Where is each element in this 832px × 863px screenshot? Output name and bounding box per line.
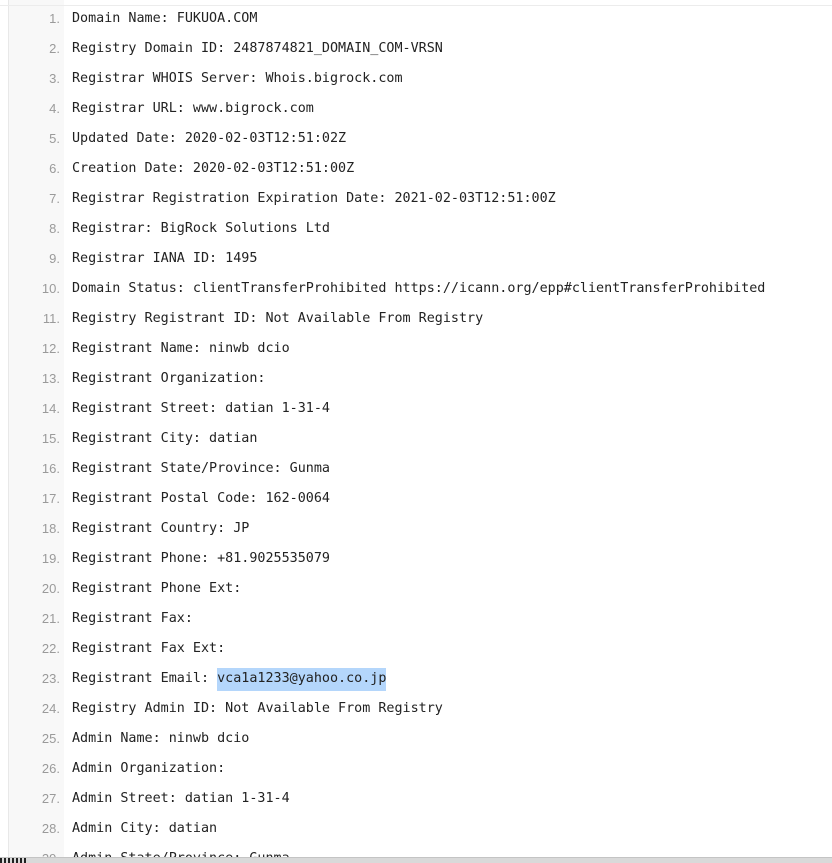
text-line[interactable]: [0, 514, 832, 544]
line-number: 20.: [41, 581, 60, 596]
text-line[interactable]: [0, 244, 832, 274]
text-line[interactable]: [0, 424, 832, 454]
line-text[interactable]: Domain Name: FUKUOA.COM: [72, 11, 258, 26]
text-line[interactable]: [0, 364, 832, 394]
line-text[interactable]: Registrant Fax Ext:: [72, 641, 226, 656]
line-text[interactable]: Registrant Organization:: [72, 371, 266, 386]
line-text[interactable]: Registrant Fax:: [72, 611, 193, 626]
line-number: 18.: [41, 521, 60, 536]
line-number: 25.: [41, 731, 60, 746]
line-number: 3.: [49, 71, 60, 86]
line-text[interactable]: Registrar IANA ID: 1495: [72, 251, 258, 266]
line-number: 26.: [41, 761, 60, 776]
line-text[interactable]: Registry Domain ID: 2487874821_DOMAIN_COM-VRSN: [72, 41, 443, 56]
text-line[interactable]: [0, 274, 832, 304]
line-number: 17.: [41, 491, 60, 506]
text-line[interactable]: [0, 214, 832, 244]
text-line[interactable]: [0, 814, 832, 844]
line-text[interactable]: Registry Admin ID: Not Available From Registry: [72, 701, 443, 716]
text-line[interactable]: [0, 304, 832, 334]
text-line[interactable]: [0, 454, 832, 484]
line-number: 13.: [41, 371, 60, 386]
text-line[interactable]: [0, 124, 832, 154]
email-label: Registrant Email:: [72, 671, 218, 686]
text-line[interactable]: [0, 754, 832, 784]
text-line-email[interactable]: [0, 664, 832, 694]
line-text[interactable]: Admin Street: datian 1-31-4: [72, 791, 290, 806]
text-line[interactable]: [0, 184, 832, 214]
line-number: 21.: [41, 611, 60, 626]
line-text[interactable]: Creation Date: 2020-02-03T12:51:00Z: [72, 161, 355, 176]
text-line[interactable]: [0, 634, 832, 664]
line-text[interactable]: Domain Status: clientTransferProhibited https://icann.org/epp#clientTransferProhibited: [72, 281, 766, 296]
line-number: 11.: [42, 311, 60, 326]
line-number: 23.: [41, 671, 60, 686]
line-text[interactable]: Admin Name: ninwb dcio: [72, 731, 250, 746]
text-line[interactable]: [0, 34, 832, 64]
line-text[interactable]: Admin City: datian: [72, 821, 218, 836]
text-line[interactable]: [0, 334, 832, 364]
text-line[interactable]: [0, 544, 832, 574]
line-number: 14.: [41, 401, 60, 416]
line-number: 1.: [49, 11, 60, 26]
line-text[interactable]: Registrant City: datian: [72, 431, 258, 446]
text-line[interactable]: [0, 4, 832, 34]
selected-email-text[interactable]: vca1a1233@yahoo.co.jp: [217, 668, 386, 691]
line-number: 2.: [49, 41, 60, 56]
line-number: 5.: [49, 131, 60, 146]
text-line[interactable]: [0, 574, 832, 604]
line-text[interactable]: Registrant Country: JP: [72, 521, 250, 536]
line-text[interactable]: Registrar WHOIS Server: Whois.bigrock.com: [72, 71, 403, 86]
text-line[interactable]: [0, 394, 832, 424]
line-number: 4.: [49, 101, 60, 116]
line-text[interactable]: Registrant Phone: +81.9025535079: [72, 551, 330, 566]
line-text[interactable]: Updated Date: 2020-02-03T12:51:02Z: [72, 131, 347, 146]
line-text[interactable]: Registrar Registration Expiration Date: 2021-02-03T12:51:00Z: [72, 191, 556, 206]
whois-line-list: [0, 4, 832, 863]
text-line[interactable]: [0, 784, 832, 814]
line-number: 27.: [41, 791, 60, 806]
line-text[interactable]: Admin Organization:: [72, 761, 226, 776]
taskbar-edge: [0, 858, 28, 863]
line-number: 10.: [41, 281, 60, 296]
line-number: 19.: [41, 551, 60, 566]
line-text[interactable]: Registrant Street: datian 1-31-4: [72, 401, 330, 416]
line-number: 16.: [41, 461, 60, 476]
line-number: 6.: [49, 161, 60, 176]
line-number: 12.: [41, 341, 60, 356]
line-number: 15.: [41, 431, 60, 446]
line-number: 9.: [49, 251, 60, 266]
line-number: 28.: [41, 821, 60, 836]
line-text[interactable]: Registrant State/Province: Gunma: [72, 461, 330, 476]
line-text[interactable]: Registrant Postal Code: 162-0064: [72, 491, 330, 506]
text-line[interactable]: [0, 64, 832, 94]
text-line[interactable]: [0, 694, 832, 724]
line-text[interactable]: Registrar: BigRock Solutions Ltd: [72, 221, 330, 236]
horizontal-scrollbar[interactable]: [0, 857, 832, 863]
line-number: 8.: [49, 221, 60, 236]
text-line[interactable]: [0, 94, 832, 124]
text-line[interactable]: [0, 604, 832, 634]
line-number: 22.: [41, 641, 60, 656]
line-number: 7.: [49, 191, 60, 206]
line-text[interactable]: Registry Registrant ID: Not Available From Registry: [72, 311, 484, 326]
line-text[interactable]: Registrar URL: www.bigrock.com: [72, 101, 314, 116]
line-text[interactable]: [72, 670, 386, 688]
line-number: 24.: [41, 701, 60, 716]
line-text[interactable]: Registrant Phone Ext:: [72, 581, 242, 596]
text-line[interactable]: [0, 154, 832, 184]
line-text[interactable]: Registrant Name: ninwb dcio: [72, 341, 290, 356]
text-line[interactable]: [0, 484, 832, 514]
text-line[interactable]: [0, 724, 832, 754]
